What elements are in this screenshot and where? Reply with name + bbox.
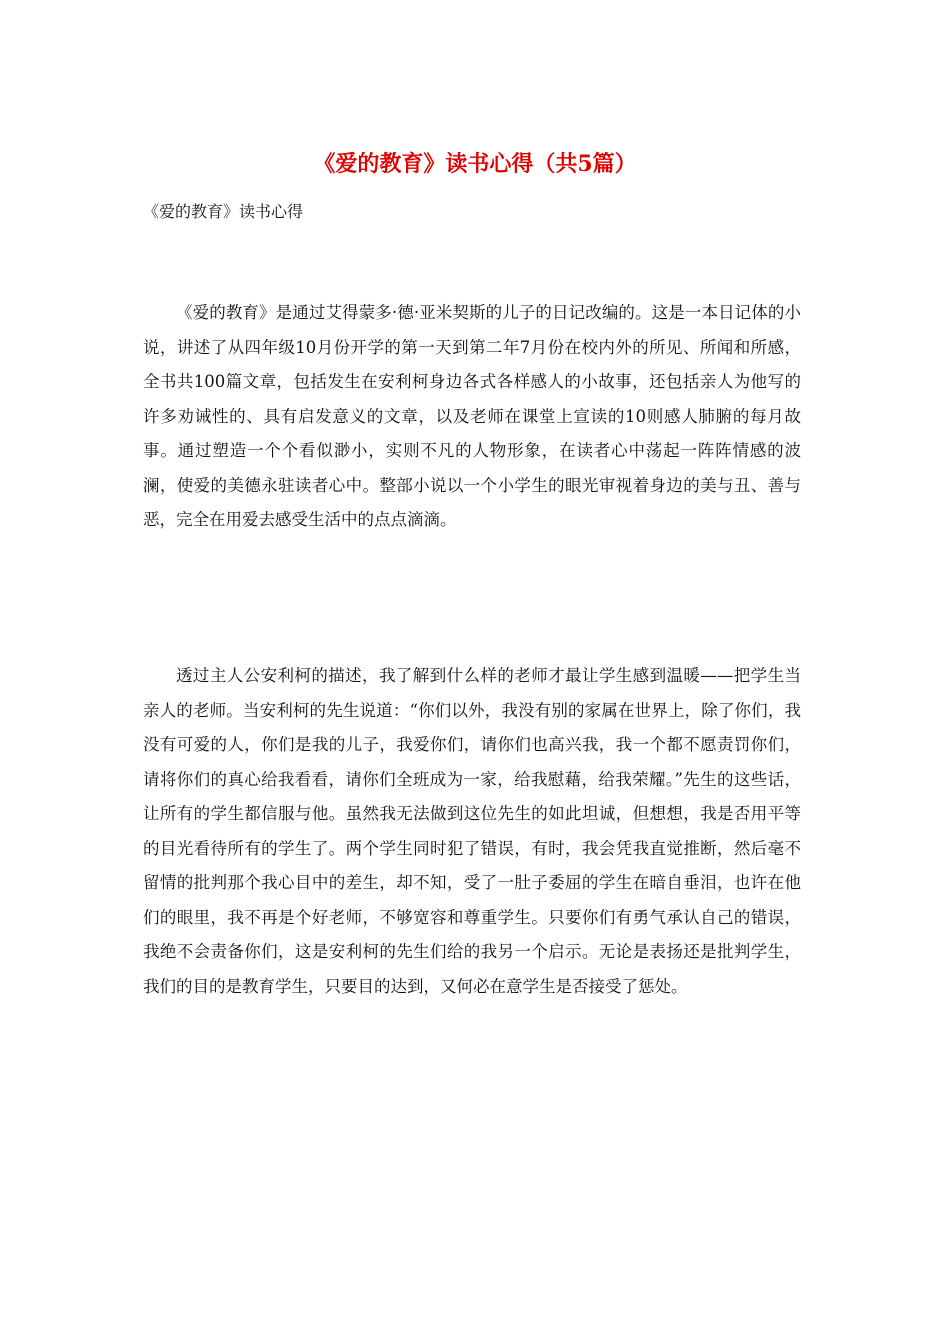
body-paragraph-2: 透过主人公安利柯的描述，我了解到什么样的老师才最让学生感到温暖——把学生当亲人的老师。当安利柯的先生说道：“你们以外，我没有别的家属在世界上，除了你们，我没有可爱的人，你们是我的儿子，我爱你们，请你们也高兴我，我一个都不愿责罚你们，请将你们的真心给我看看，请你们全班成为一家，给我慰藉，给我荣耀。”先生的这些话，让所有的学生都信服与他。虽然我无法做到这位先生的如此坦诚，但想想，我是否用平等的目光看待所有的学生了。两个学生同时犯了错误，有时，我会凭我直觉推断，然后毫不留情的批判那个我心目中的差生，却不知，受了一肚子委屈的学生在暗自垂泪，也许在他们的眼里，我不再是个好老师，不够宽容和尊重学生。只要你们有勇气承认自己的错误，我绝不会责备你们，这是安利柯的先生们给的我另一个启示。无论是表扬还是批判学生，我们的目的是教育学生，只要目的达到，又何必在意学生是否接受了惩处。: [143, 666, 801, 996]
document-title: 《爱的教育》读书心得（共5篇）: [313, 151, 637, 177]
document-subtitle: 《爱的教育》读书心得: [143, 202, 304, 221]
body-paragraph-1: 《爱的教育》是通过艾得蒙多·德·亚米契斯的儿子的日记改编的。这是一本日记体的小说，讲述了从四年级10月份开学的第一天到第二年7月份在校内外的所见、所闻和所感，全书共100篇文章，包括发生在安利柯身边各式各样感人的小故事，还包括亲人为他写的许多劝诫性的、具有启发意义的文章，以及老师在课堂上宣读的10则感人肺腑的每月故事。通过塑造一个个看似渺小，实则不凡的人物形象，在读者心中荡起一阵阵情感的波澜，使爱的美德永驻读者心中。整部小说以一个小学生的眼光审视着身边的美与丑、善与恶，完全在用爱去感受生活中的点点滴滴。: [143, 303, 801, 529]
